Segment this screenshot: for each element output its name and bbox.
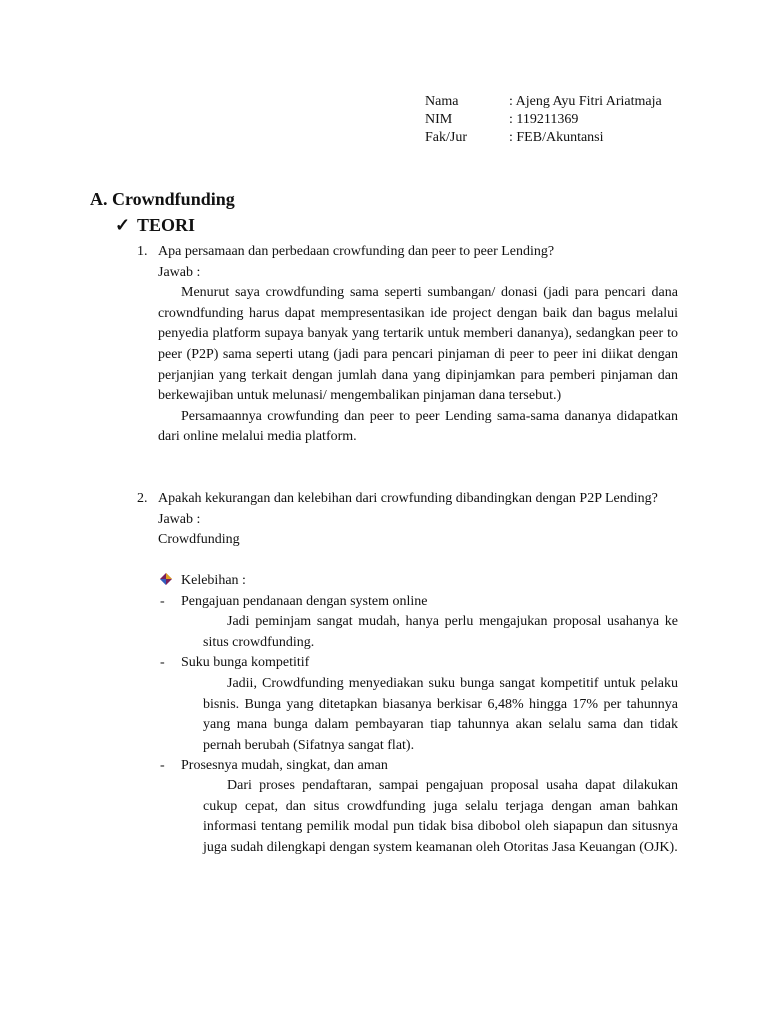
item-2-title: Suku bunga kompetitif [181,655,310,670]
question-2-number: 2. [137,491,148,506]
faculty-value: : FEB/Akuntansi [509,130,604,145]
question-1-text: Apa persamaan dan perbedaan crowfunding dan peer to peer Lending? [158,244,555,259]
student-info [425,93,662,147]
item-3-dash: - [160,758,165,773]
question-1-paragraph-2: Persamaannya crowfunding dan peer to peer Lending sama-sama dananya didapatkan dari online melalui media platform. [158,408,678,445]
check-icon: ✓ [115,215,131,235]
item-2-dash: - [160,655,165,670]
item-3-body: Dari proses pendaftaran, sampai pengajuan proposal usaha dapat dilakukan cukup cepat, dan situs crowdfunding juga selalu terjaga dengan aman bahkan informasi tentang pemilik modal pun tidak bisa dibobol oleh siapapun dan situsnya juga sudah dilengkapi dengan system keamanan oleh Otoritas Jasa Keuangan (OJK). [203,778,678,855]
name-label: Nama [425,94,459,109]
nim-label: NIM [425,112,453,127]
item-2-body: Jadii, Crowdfunding menyediakan suku bunga sangat kompetitif untuk pelaku bisnis. Bunga yang ditetapkan biasanya berkisar 6,48% hingga 17% per tahunnya yang mana bunga dalam pembayaran tiap tahunnya akan selalu sama dan tidak pernah berubah (Sifatnya sangat flat). [203,676,678,753]
advantages-label: Kelebihan : [181,573,246,588]
section-subtitle [115,214,195,236]
item-3-title: Prosesnya mudah, singkat, dan aman [181,758,388,773]
name-value: : Ajeng Ayu Fitri Ariatmaja [509,94,662,109]
bullet-diamond-icon [160,573,172,585]
nim-value: : 119211369 [509,112,579,127]
question-2-topic: Crowdfunding [158,532,240,548]
section-title: A. Crowndfunding [90,189,235,209]
faculty-label: Fak/Jur [425,130,467,145]
name-row [425,93,662,111]
faculty-row [425,129,662,147]
question-1-number: 1. [137,244,148,259]
item-1-dash: - [160,594,165,609]
question-1 [158,242,678,448]
question-1-answer-label: Jawab : [158,264,201,280]
nim-row [425,111,662,129]
subtitle-text: TEORI [137,215,196,235]
question-1-paragraph-1: Menurut saya crowdfunding sama seperti sumbangan/ donasi (jadi para pencari dana crowndfunding harus dapat mempresentasikan ide project dengan baik dan bagus melalui penyedia platform supaya banyak yang tertarik untuk memberi dananya), sedangkan peer to peer (P2P) sama seperti utang (jadi para pencari pinjaman di peer to peer ini diikat dengan perjanjian yang terkait dengan jumlah dana yang dipinjamkan para pemberi pinjaman dan berkewajiban untuk melunasi/ mengembalikan pinjaman dana tersebut.) [158,285,678,404]
question-2-answer-label: Jawab : [158,511,201,527]
question-2 [158,489,658,551]
item-1-body: Jadi peminjam sangat mudah, hanya perlu mengajukan proposal usahanya ke situs crowdfunding. [203,614,678,650]
question-2-text: Apakah kekurangan dan kelebihan dari crowfunding dibandingkan dengan P2P Lending? [158,491,658,506]
item-1-title: Pengajuan pendanaan dengan system online [181,594,428,609]
